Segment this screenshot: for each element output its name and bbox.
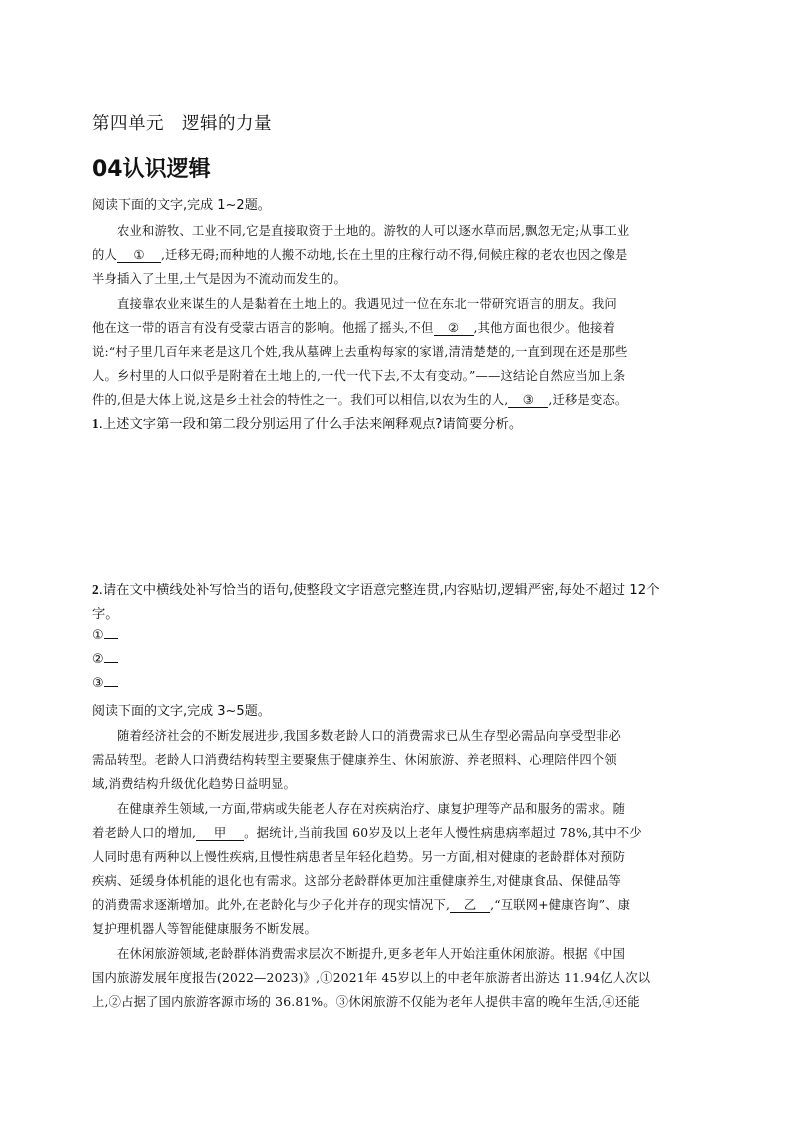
passage-line bbox=[92, 245, 704, 263]
passage-line: 人。乡村里的人口似乎是附着在土地上的,一代一代下去,不太有变动。”——这结论自然应当加上条 bbox=[92, 369, 626, 383]
text-span: ,迁移无碍;而种地的人搬不动地,长在土里的庄稼行动不得,伺候庄稼的老农也因之像是 bbox=[161, 248, 628, 262]
passage-line: 说:“村子里几百年来老是这几个姓,我从墓碑上去重构每家的家谱,清清楚楚的,一直到现在还是那些 bbox=[92, 345, 628, 359]
question-text: .请在文中横线处补写恰当的语句,使整段文字语意完整连贯,内容贴切,逻辑严密,每处不超过 12个 bbox=[98, 583, 660, 598]
passage-line: 上,②占据了国内旅游客源市场的 36.81%。③休闲旅游不仅能为老年人提供丰富的晚年生活,④还能 bbox=[92, 995, 640, 1009]
text-span: 他在这一带的语言有没有受蒙古语言的影响。他摇了摇头,不但 bbox=[92, 321, 434, 335]
passage-line: 域,消费结构升级优化趋势日益明显。 bbox=[92, 777, 297, 791]
passage-line bbox=[92, 895, 704, 913]
passage-line: 国内旅游发展年度报告(2022—2023)》,①2021年 45岁以上的中老年旅游者出游达 11.94亿人次以 bbox=[92, 971, 651, 985]
reading-instruction-2: 阅读下面的文字,完成 3~5题。 bbox=[92, 704, 271, 719]
answer-label: ② bbox=[92, 652, 104, 667]
passage-line: 随着经济社会的不断发展进步,我国多数老龄人口的消费需求已从生存型必需品向享受型非必 bbox=[92, 729, 621, 743]
text-span: 着老龄人口的增加, bbox=[92, 826, 197, 840]
answer-label: ① bbox=[92, 628, 104, 643]
passage-line: 疾病、延缓身体机能的退化也有需求。这部分老龄群体更加注重健康养生,对健康食品、保健品等 bbox=[92, 874, 621, 888]
text-span: 的消费需求逐渐增加。此外,在老龄化与少子化并存的现实情况下, bbox=[92, 898, 451, 912]
passage-line: 在健康养生领域,一方面,带病或失能老人存在对疾病治疗、康复护理等产品和服务的需求。随 bbox=[92, 802, 626, 816]
question-text: .上述文字第一段和第二段分别运用了什么手法来阐释观点?请简要分析。 bbox=[98, 417, 523, 432]
question-1 bbox=[92, 413, 704, 432]
text-span: 的人 bbox=[92, 248, 117, 262]
answer-line-2[interactable] bbox=[92, 652, 704, 667]
passage-line: 人同时患有两种以上慢性疾病,且慢性病患者呈年轻化趋势。另一方面,相对健康的老龄群体对预防 bbox=[92, 850, 626, 864]
lesson-title: 04认识逻辑 bbox=[92, 157, 211, 182]
answer-line-3[interactable] bbox=[92, 676, 704, 691]
fill-blank-yi[interactable]: 乙 bbox=[450, 898, 490, 913]
passage-line: 复护理机器人等智能健康服务不断发展。 bbox=[92, 922, 317, 936]
fill-blank-jia[interactable]: 甲 bbox=[196, 826, 244, 841]
passage-line: 半身插入了土里,土气是因为不流动而发生的。 bbox=[92, 272, 347, 286]
passage-line bbox=[92, 390, 704, 408]
text-span: ,其他方面也很少。他接着 bbox=[473, 321, 616, 335]
text-span: 件的,但是大体上说,这是乡土社会的特性之一。我们可以相信,以农为生的人, bbox=[92, 393, 509, 407]
answer-label: ③ bbox=[92, 676, 104, 691]
text-span: 。据统计,当前我国 60岁及以上老年人慢性病患病率超过 78%,其中不少 bbox=[244, 826, 642, 840]
reading-instruction-1: 阅读下面的文字,完成 1~2题。 bbox=[92, 198, 271, 213]
passage-line: 直接靠农业来谋生的人是黏着在土地上的。我遇见过一位在东北一带研究语言的朋友。我问 bbox=[92, 297, 617, 311]
question-number: 1 bbox=[92, 416, 99, 431]
passage-line bbox=[92, 318, 704, 336]
question-2 bbox=[92, 579, 704, 598]
passage-line: 在休闲旅游领域,老龄群体消费需求层次不断提升,更多老年人开始注重休闲旅游。根据《中国 bbox=[92, 947, 626, 961]
question-2-continued: 字。 bbox=[92, 607, 119, 622]
passage-line bbox=[92, 823, 704, 841]
passage-line: 需品转型。老龄人口消费结构转型主要聚焦于健康养生、休闲旅游、养老照料、心理陪伴四个领 bbox=[92, 753, 617, 767]
unit-title: 第四单元 逻辑的力量 bbox=[92, 114, 272, 134]
question-number: 2 bbox=[92, 582, 99, 597]
fill-blank-2[interactable]: ② bbox=[434, 321, 474, 336]
passage-line: 农业和游牧、工业不同,它是直接取资于土地的。游牧的人可以逐水草而居,飘忽无定;从事工业 bbox=[92, 224, 630, 238]
fill-blank-3[interactable]: ③ bbox=[508, 393, 548, 408]
text-span: ,迁移是变态。 bbox=[548, 393, 628, 407]
answer-line-1[interactable] bbox=[92, 628, 704, 643]
text-span: ,“互联网+健康咨询”、康 bbox=[490, 898, 631, 912]
fill-blank-1[interactable]: ① bbox=[117, 248, 161, 263]
